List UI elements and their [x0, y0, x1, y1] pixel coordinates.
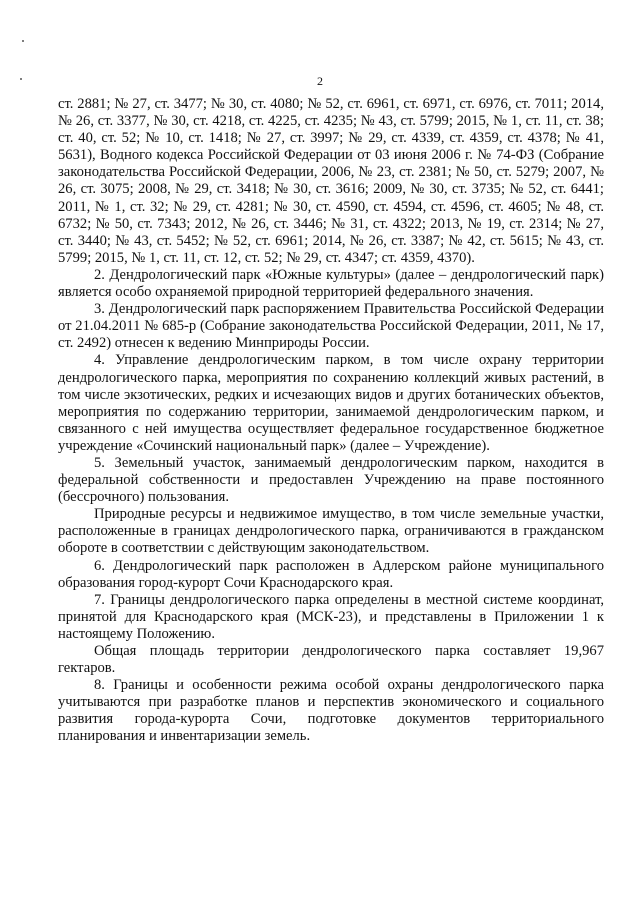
paragraph-6: 6. Дендрологический парк расположен в Адлерском районе муниципального образования город-курорт Сочи Краснодарского края. [58, 557, 604, 591]
scan-artifact [22, 40, 24, 42]
paragraph-5-natural-resources: Природные ресурсы и недвижимое имущество, в том числе земельные участки, расположенные в границах дендрологического парка, ограничиваются в гражданском обороте в соответствии с действующим законодательством. [58, 506, 604, 557]
document-body [58, 96, 604, 746]
paragraph-7: 7. Границы дендрологического парка определены в местной системе координат, принятой для Краснодарского края (МСК-23), и представлены в Приложении 1 к настоящему Положению. [58, 591, 604, 642]
paragraph-2: 2. Дендрологический парк «Южные культуры» (далее – дендрологический парк) является особо охраняемой природной территорией федерального значения. [58, 266, 604, 301]
paragraph-5: 5. Земельный участок, занимаемый дендрологическим парком, находится в федеральной собственности и предоставлен Учреждению на праве постоянного (бессрочного) пользования. [58, 454, 604, 506]
paragraph-3: 3. Дендрологический парк распоряжением Правительства Российской Федерации от 21.04.2011 № 685-р (Собрание законодательства Российской Федерации, 2011, № 17, ст. 2492) отнесен к ведению Минприроды России. [58, 301, 604, 352]
paragraph-legal-references: ст. 2881; № 27, ст. 3477; № 30, ст. 4080; № 52, ст. 6961, ст. 6971, ст. 6976, ст. 7011; 2014, № 26, ст. 3377, № 30, ст. 4218, ст. 4225, ст. 4235; № 43, ст. 5799; 2015, № 1, ст. 11, ст. 38; ст. 40, ст. 52; № 10, ст. 1418; № 27, ст. 3997; № 29, ст. 4339, ст. 4359, ст. 4378; № 41, 5631), Водного кодекса Российской Федерации от 03 июня 2006 г. № 74-ФЗ (Собрание законодательства Российской Федерации, 2006, № 23, ст. 2381; № 50, ст. 5279; 2007, № 26, ст. 3075; 2008, № 29, ст. 3418; № 30, ст. 3616; 2009, № 30, ст. 3735; № 52, ст. 6441; 2011, № 1, ст. 32; № 29, ст. 4281; № 30, ст. 4590, ст. 4594, ст. 4596, ст. 4605; № 48, ст. 6732; № 50, ст. 7343; 2012, № 26, ст. 3446; № 31, ст. 4322; 2013, № 19, ст. 2314; № 27, ст. 3440; № 43, ст. 5452; № 52, ст. 6961; 2014, № 26, ст. 3387; № 42, ст. 5615; № 43, ст. 5799; 2015, № 1, ст. 11, ст. 12, ст. 52; № 29, ст. 4347; ст. 4359, 4370). [58, 96, 604, 266]
paragraph-7-total-area: Общая площадь территории дендрологического парка составляет 19,967 гектаров. [58, 643, 604, 677]
paragraph-4: 4. Управление дендрологическим парком, в том числе охрану территории дендрологического парка, мероприятия по сохранению коллекций живых растений, в том числе экзотических, редких и исчезающих видов и других ботанических объектов, мероприятия по содержанию территории, занимаемой дендрологическим парком, и связанного с ней имущества осуществляет федеральное государственное бюджетное учреждение «Сочинский национальный парк» (далее – Учреждение). [58, 352, 604, 454]
paragraph-8: 8. Границы и особенности режима особой охраны дендрологического парка учитываются при разработке планов и перспектив экономического и социального развития города-курорта Сочи, подготовке документов территориального планирования и инвентаризации земель. [58, 677, 604, 745]
page-number: 2 [317, 74, 323, 88]
